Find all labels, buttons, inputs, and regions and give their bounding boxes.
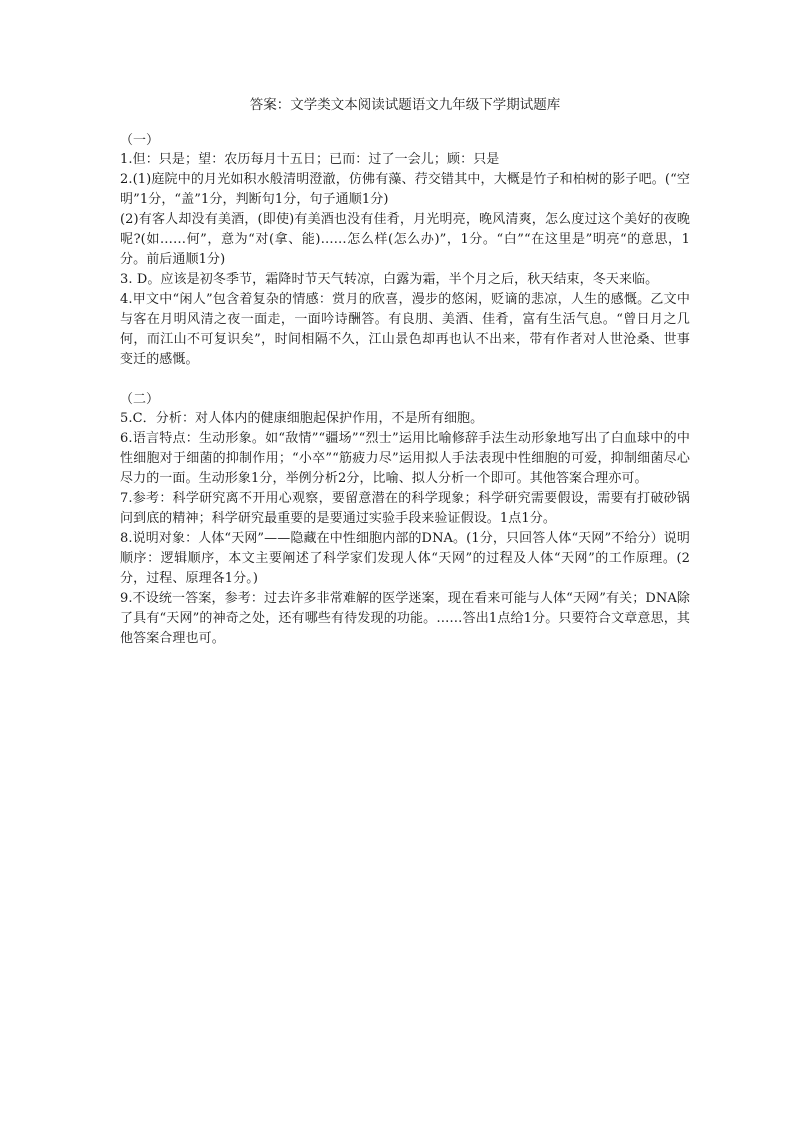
section-heading: （二） (120, 392, 160, 407)
answer-paragraph: 9.不设统一答案，参考：过去许多非常难解的医学迷案，现在看来可能与人体“天网”有关；DNA除了具有“天网”的神奇之处，还有哪些有待发现的功能。……答出1点给1分。只要符合文章意思，其他答案合理也可。 (120, 591, 690, 646)
answer-paragraph: (2)有客人却没有美酒，(即使)有美酒也没有佳肴，月光明亮，晚风清爽，怎么度过这个美好的夜晚呢?(如……何”，意为“对(拿、能)……怎么样(怎么办)”，1分。“白”“在这里是”明亮“的意思，1分。前后通顺1分) (120, 212, 690, 267)
answer-paragraph: 1.但：只是；望：农历每月十五日；已而：过了一会儿；顾：只是 (120, 152, 500, 167)
section-heading: （一） (120, 133, 160, 148)
answer-paragraph: 7.参考：科学研究离不开用心观察，要留意潜在的科学现象；科学研究需要假设，需要有打破砂锅问到底的精神；科学研究最重要的是要通过实验手段来验证假设。1点1分。 (120, 491, 690, 526)
answer-paragraph: 4.甲文中“闲人”包含着复杂的情感：赏月的欣喜，漫步的悠闲，贬谪的悲凉，人生的感慨。乙文中与客在月明风清之夜一面走，一面吟诗酬答。有良朋、美酒、佳肴，富有生活气息。“曾日月之几何，而江山不可复识矣”，时间相隔不久，江山景色却再也认不出来，带有作者对人世沧桑、世事变迁的感慨。 (120, 292, 690, 367)
section-one (120, 131, 690, 370)
document-title: 答案：文学类文本阅读试题语文九年级下学期试题库 (249, 97, 561, 113)
answer-paragraph: 5.C．分析：对人体内的健康细胞起保护作用，不是所有细胞。 (120, 411, 484, 426)
answer-paragraph: 2.(1)庭院中的月光如积水般清明澄澈，仿佛有藻、荇交错其中，大概是竹子和柏树的影子吧。(“空明”1分，“盖”1分，判断句1分，句子通顺1分) (120, 172, 690, 207)
document-page (120, 95, 690, 669)
answer-paragraph: 6.语言特点：生动形象。如“敌情”“疆场”“烈士”运用比喻修辞手法生动形象地写出了白血球中的中性细胞对于细菌的抑制作用；“小卒”“筋疲力尽”运用拟人手法表现中性细胞的可爱，抑制细菌尽心尽力的一面。生动形象1分，举例分析2分，比喻、拟人分析一个即可。其他答案合理亦可。 (120, 431, 690, 486)
section-two (120, 390, 690, 649)
answer-paragraph: 8.说明对象：人体“天网”——隐藏在中性细胞内部的DNA。(1分，只回答人体“天网”不给分）说明顺序：逻辑顺序，本文主要阐述了科学家们发现人体“天网”的过程及人体“天网”的工作原理。(2分，过程、原理各1分。) (120, 531, 690, 586)
answer-paragraph: 3. D。应该是初冬季节，霜降时节天气转凉，白露为霜，半个月之后，秋天结束，冬天来临。 (120, 272, 659, 287)
